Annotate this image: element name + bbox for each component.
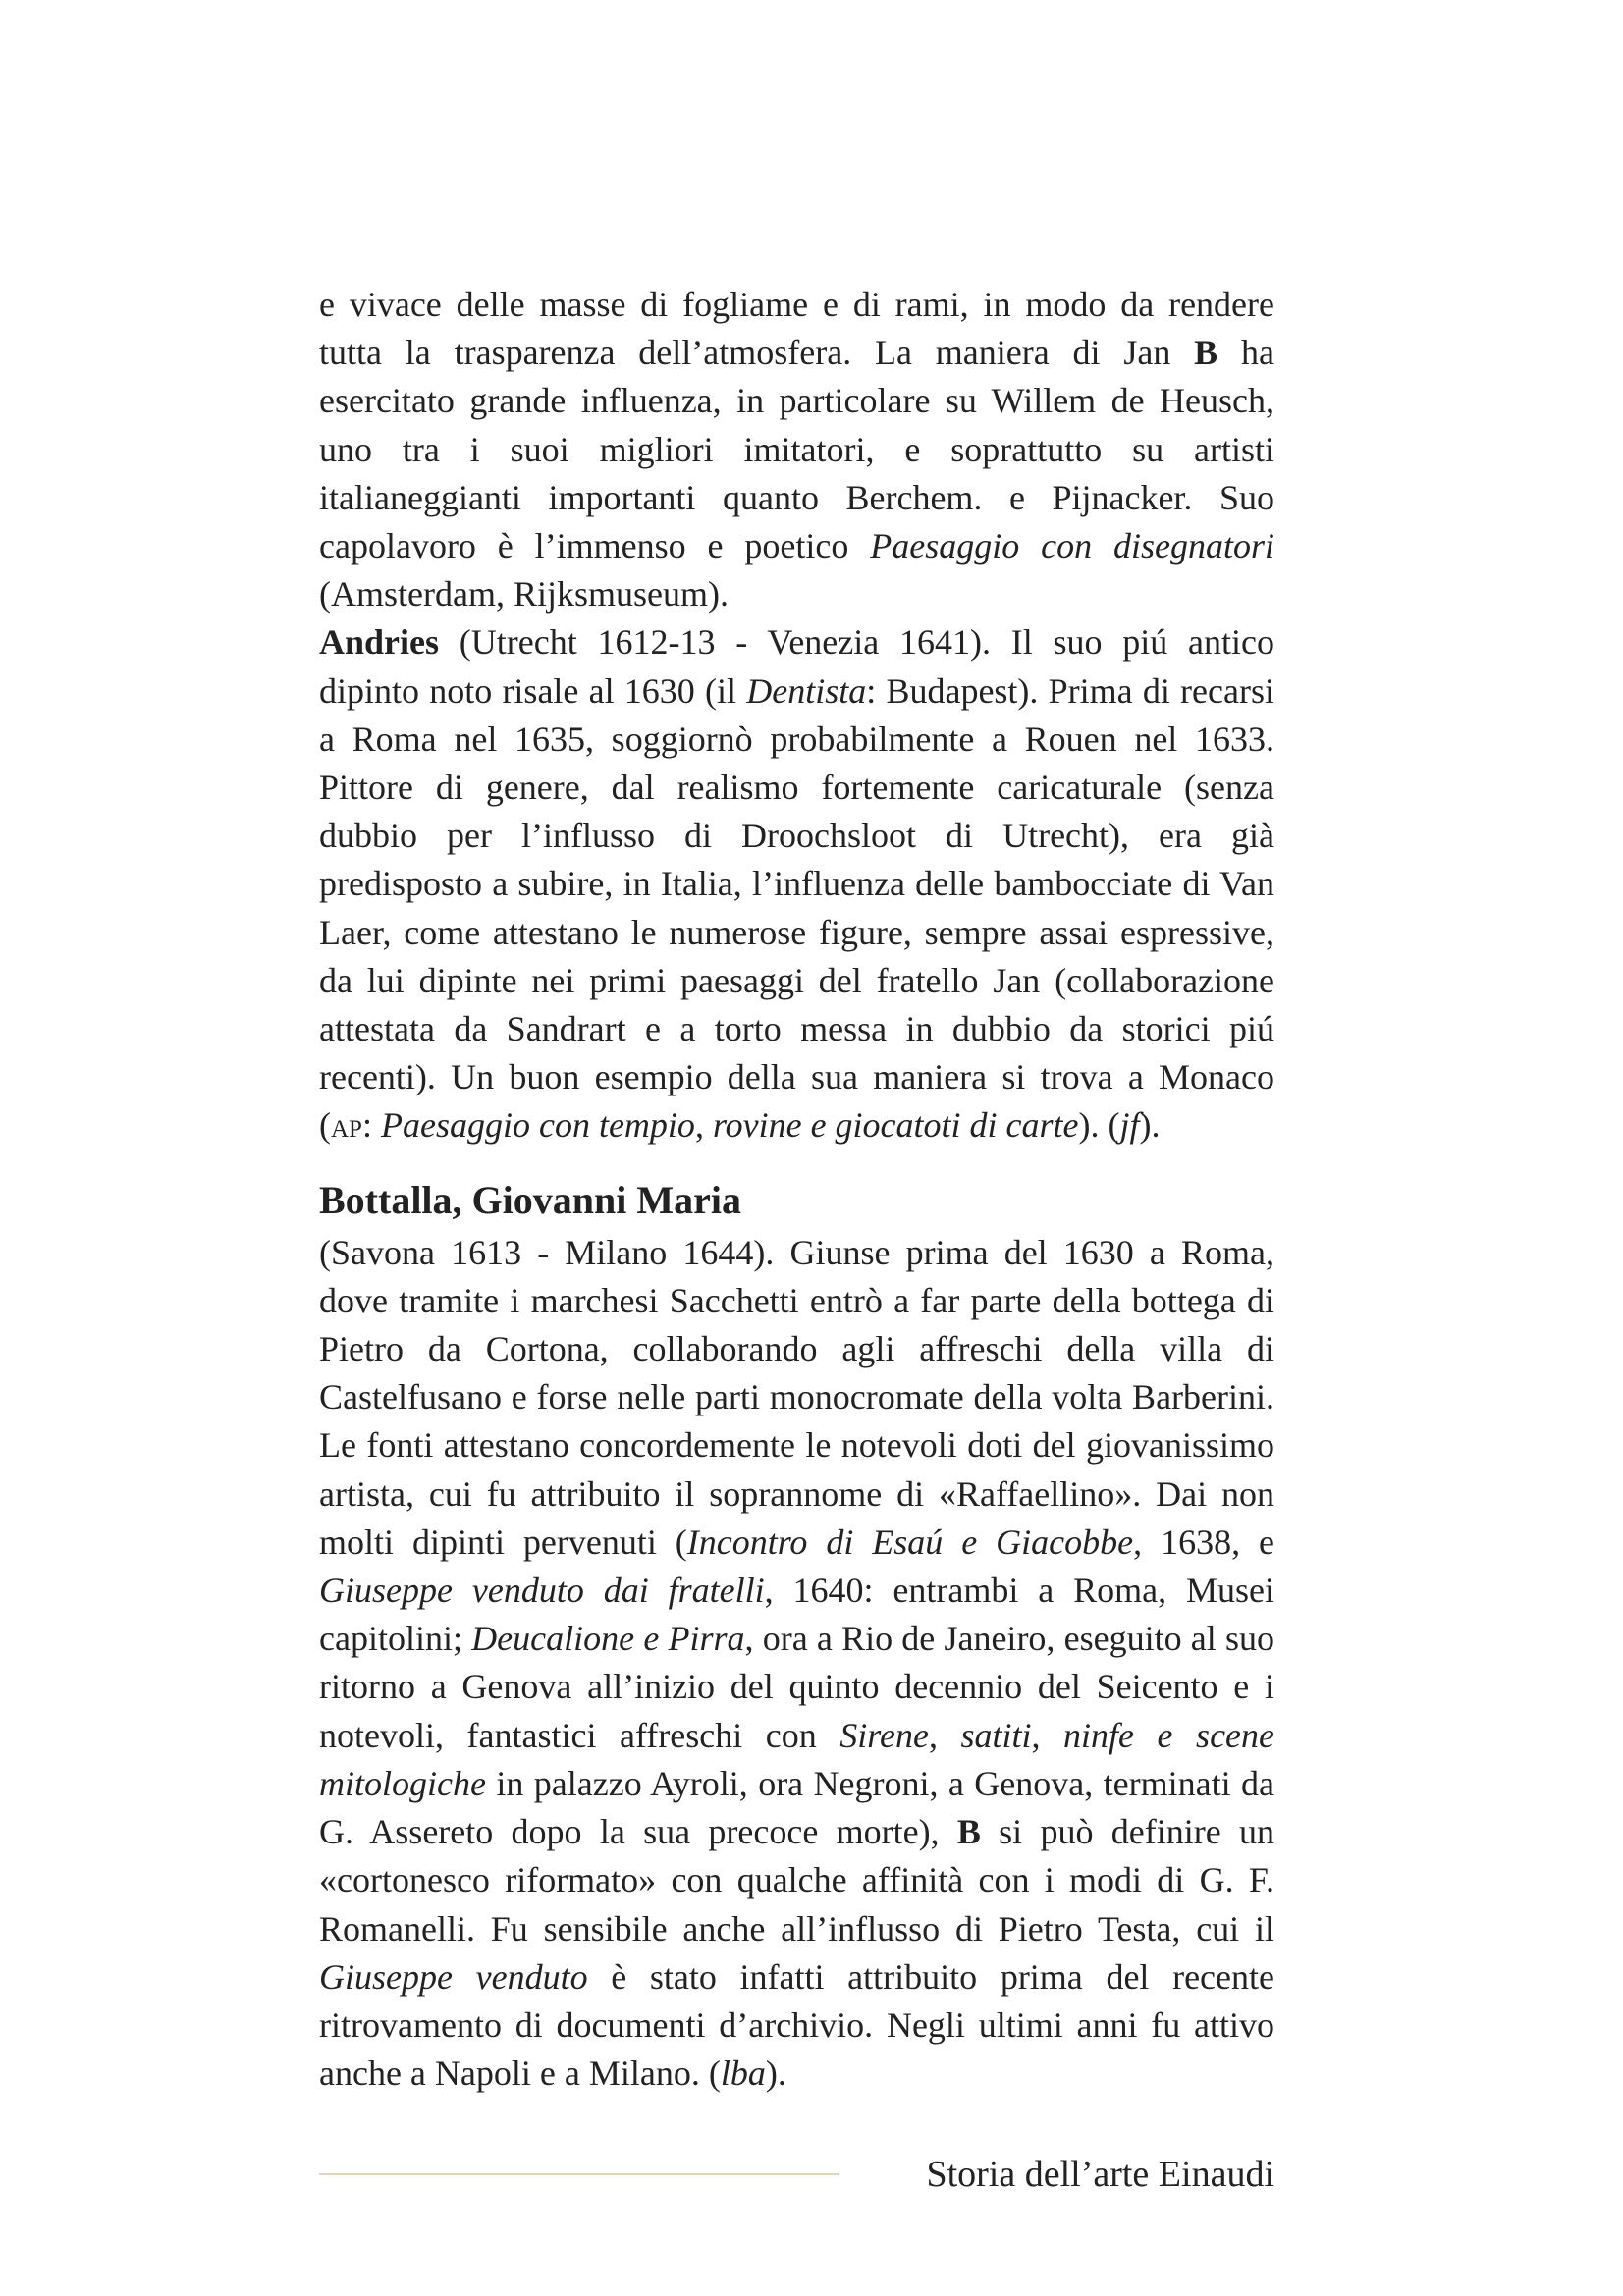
text-run: ap: [331, 1105, 362, 1146]
text-run: : Budapest). Prima di recarsi a Roma nel 1635, soggiornò probabilmente a Rouen nel 1633. Pittore di genere, dal realismo fortemente caricaturale (senza dubbio per l’influsso di Droochsloot di Utrecht), era già predisposto a subire, in Italia, l’influenza delle bambocciate di Van Laer, come attestano le numerose figure, sempre assai espressive, da lui dipinte nei primi paesaggi del fratello Jan (collaborazione attestata da Sandrart e a torto messa in dubbio da storici piú recenti). Un buon esempio della sua maniera si trova a Monaco (: [319, 670, 1274, 1146]
text-run: lba: [720, 2054, 766, 2094]
text-run: è stato infatti attribuito prima del recente ritrovamento di documenti d’archivio. Negli ultimi anni fu attivo anche a Napoli e a Milano. (: [319, 1956, 1274, 2094]
text-run: si può definire un «cortonesco riformato» con qualche affinità con i modi di G. F. Romanelli. Fu sensibile anche all’influsso di Pietro Testa, cui il: [319, 1812, 1274, 1949]
text-run: :: [361, 1105, 381, 1146]
text-run: rovine e giocatoti di carte: [712, 1105, 1079, 1146]
text-run: in palazzo Ayroli, ora Negroni, a Genova, terminati da G. Assereto dopo la sua precoce morte),: [319, 1763, 1274, 1852]
footer-series-title: Storia dell’arte Einaudi: [926, 2154, 1274, 2195]
text-run: B: [956, 1812, 981, 1852]
footer-rule: [319, 2173, 839, 2175]
page-footer: [319, 2153, 1274, 2202]
entry-heading-bottalla: Bottalla, Giovanni Maria: [319, 1177, 741, 1222]
text-run: ,: [1031, 1715, 1064, 1755]
text-run: Incontro di Esaú e Giacobbe: [686, 1522, 1134, 1562]
text-run: ninfe e scene mitologiche: [319, 1715, 1274, 1803]
paragraph-andries: [319, 618, 1274, 1149]
text-run: B: [1194, 333, 1218, 373]
text-run: Dentista: [746, 670, 867, 711]
text-run: ha esercitato grande influenza, in particolare su Willem de Heusch, uno tra i suoi migliori imitatori, e soprattutto su artisti italianeggianti importanti quanto Berchem. e Pijnacker. Suo capolavoro è l’immenso e poetico: [319, 333, 1274, 566]
text-run: ,: [928, 1715, 961, 1755]
text-run: , 1638, e: [1133, 1522, 1275, 1562]
text-run: jf: [1119, 1105, 1140, 1146]
text-run: ).: [765, 2054, 786, 2094]
text-run: ,: [694, 1105, 713, 1146]
paragraph-jan-continuation: [319, 281, 1274, 618]
text-run: (Utrecht 1612-13 - Venezia 1641). Il suo piú antico dipinto noto risale al 1630 (il: [319, 622, 1274, 711]
text-run: (Savona 1613 - Milano 1644). Giunse prima del 1630 a Roma, dove tramite i marchesi Sacchetti entrò a far parte della bottega di Pietro da Cortona, collaborando agli affreschi della villa di Castelfusano e forse nelle parti monocromate della volta Barberini. Le fonti attestano concordemente le notevoli doti del giovanissimo artista, cui fu attribuito il soprannome di «Raffaellino». Dai non molti dipinti pervenuti (: [319, 1232, 1274, 1562]
text-run: ).: [1139, 1105, 1161, 1146]
text-run: ). (: [1078, 1105, 1120, 1146]
text-run: satiti: [960, 1715, 1032, 1755]
text-run: (Amsterdam, Rijksmuseum).: [319, 574, 729, 614]
page-content: [319, 281, 1274, 2098]
paragraph-bottalla: [319, 1229, 1274, 2099]
text-run: Andries: [319, 622, 440, 663]
text-run: , 1640: entrambi a Roma, Musei capitolini;: [319, 1571, 1274, 1659]
text-run: Paesaggio con disegnatori: [870, 526, 1275, 566]
text-run: Giuseppe venduto dai fratelli: [319, 1571, 765, 1611]
text-run: Deucalione e Pirra: [471, 1619, 745, 1659]
text-run: , ora a Rio de Janeiro, eseguito al suo ritorno a Genova all’inizio del quinto decennio del Seicento e i notevoli, fantastici affreschi con: [319, 1619, 1274, 1755]
text-run: e vivace delle masse di fogliame e di rami, in modo da rendere tutta la trasparenza dell’atmosfera. La maniera di Jan: [319, 285, 1274, 373]
text-run: Giuseppe venduto: [319, 1956, 588, 1997]
text-run: Sirene: [839, 1715, 929, 1755]
text-run: Paesaggio con tempio: [380, 1105, 695, 1146]
